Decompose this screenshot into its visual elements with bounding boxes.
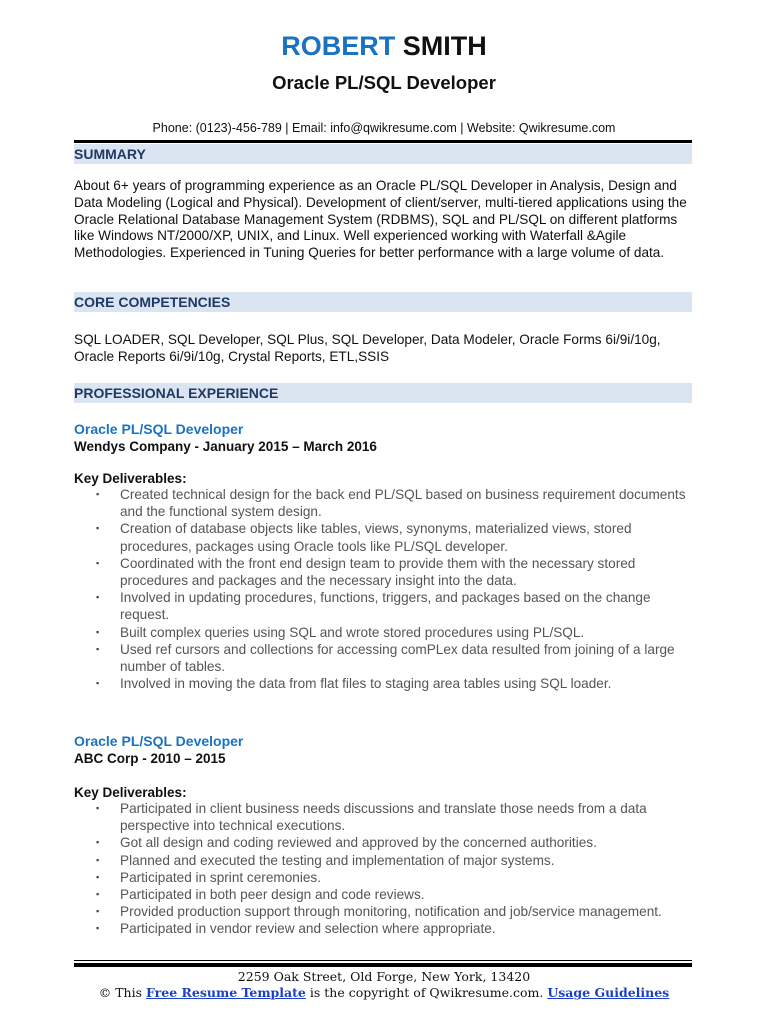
footer-divider-thick	[74, 963, 692, 967]
job-entry-company: Wendys Company - January 2015 – March 2016	[74, 439, 377, 454]
free-resume-template-link[interactable]: Free Resume Template	[146, 985, 306, 1000]
footer-copyright: © This Free Resume Template is the copyright of Qwikresume.com. Usage Guidelines	[98, 985, 670, 1000]
candidate-name: ROBERT SMITH	[281, 31, 487, 61]
list-item: ▪ Participated in client business needs discussions and translate those needs from a data perspective into technical executions.	[74, 800, 692, 834]
job-entry-title: Oracle PL/SQL Developer	[74, 733, 244, 749]
key-deliverables-label: Key Deliverables:	[74, 471, 187, 486]
list-item: ▪ Involved in moving the data from flat files to staging area tables using SQL loader.	[74, 675, 692, 692]
deliverables-list	[74, 486, 692, 692]
list-item: ▪ Planned and executed the testing and implementation of major systems.	[74, 852, 692, 869]
section-heading-competencies: CORE COMPETENCIES	[74, 292, 692, 312]
header-divider	[74, 140, 692, 143]
list-item: ▪ Participated in both peer design and code reviews.	[74, 886, 692, 903]
footer-address: 2259 Oak Street, Old Forge, New York, 13420	[237, 969, 531, 984]
list-item: ▪ Creation of database objects like tables, views, synonyms, materialized views, stored procedures, packages using Oracle tools like PL/SQL developer.	[74, 520, 692, 554]
deliverables-list	[74, 800, 692, 938]
list-item: ▪ Created technical design for the back end PL/SQL based on business requirement documents and the functional system design.	[74, 486, 692, 520]
summary-text: About 6+ years of programming experience as an Oracle PL/SQL Developer in Analysis, Design and Data Modeling (Logical and Physical). Development of client/server, multi-tiered applications using the Oracle Relational Database Management System (RDBMS), SQL and PL/SQL on different platforms like Windows NT/2000/XP, UNIX, and Linux. Well experienced working with Waterfall &Agile Methodologies. Experienced in Tuning Queries for better performance with a large volume of data.	[74, 178, 687, 261]
list-item: ▪ Involved in updating procedures, functions, triggers, and packages based on the change request.	[74, 589, 692, 623]
job-entry	[74, 421, 692, 692]
list-item: ▪ Coordinated with the front end design team to provide them with the necessary stored procedures and packages and the necessary insight into the data.	[74, 555, 692, 589]
list-item: ▪ Built complex queries using SQL and wrote stored procedures using PL/SQL.	[74, 624, 692, 641]
list-item: ▪ Provided production support through monitoring, notification and job/service management.	[74, 903, 692, 920]
job-entry	[74, 733, 692, 938]
job-entry-title: Oracle PL/SQL Developer	[74, 421, 244, 437]
job-title: Oracle PL/SQL Developer	[272, 72, 496, 93]
section-heading-experience: PROFESSIONAL EXPERIENCE	[74, 383, 692, 403]
job-entry-company: ABC Corp - 2010 – 2015	[74, 751, 226, 766]
footer-divider-thin	[74, 960, 692, 961]
list-item: ▪ Participated in vendor review and selection where appropriate.	[74, 920, 692, 937]
contact-line: Phone: (0123)-456-789 | Email: info@qwikresume.com | Website: Qwikresume.com	[152, 121, 616, 135]
usage-guidelines-link[interactable]: Usage Guidelines	[547, 985, 670, 1000]
competencies-text: SQL LOADER, SQL Developer, SQL Plus, SQL Developer, Data Modeler, Oracle Forms 6i/9i/10g, Oracle Reports 6i/9i/10g, Crystal Reports, ETL,SSIS	[74, 332, 661, 364]
list-item: ▪ Participated in sprint ceremonies.	[74, 869, 692, 886]
list-item: ▪ Used ref cursors and collections for accessing comPLex data resulted from joining of a large number of tables.	[74, 641, 692, 675]
list-item: ▪ Got all design and coding reviewed and approved by the concerned authorities.	[74, 834, 692, 851]
key-deliverables-label: Key Deliverables:	[74, 785, 187, 800]
section-heading-summary: SUMMARY	[74, 144, 692, 164]
